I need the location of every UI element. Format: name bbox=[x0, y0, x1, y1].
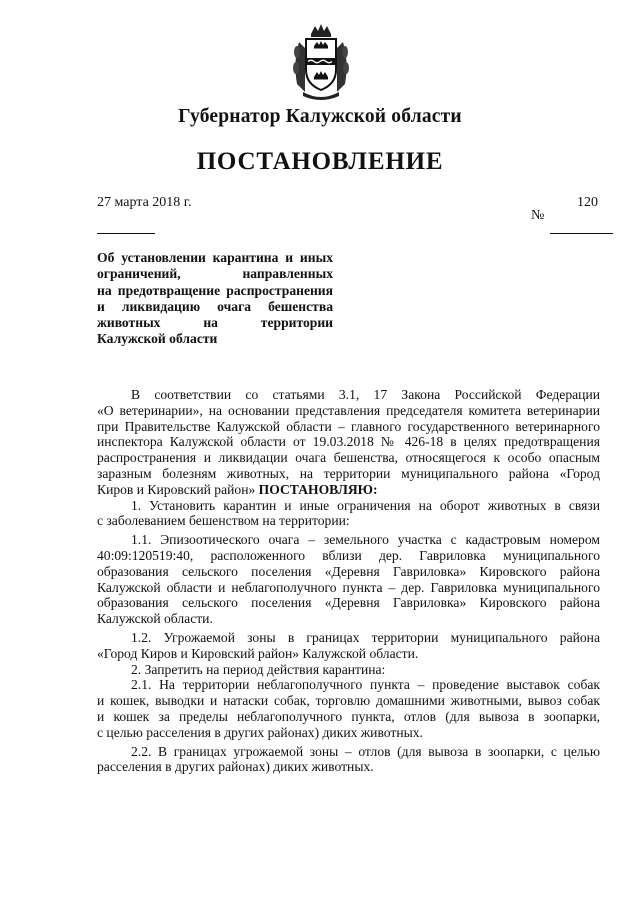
document-subject bbox=[97, 250, 333, 348]
paragraph-2-2-line: расселения в других районах) диких животных. bbox=[97, 759, 374, 775]
paragraph-1-2-line: 1.2. Угрожаемой зоны в границах территории муниципального района bbox=[131, 629, 600, 645]
intro-line: заразным болезням животных, на территории муниципального района «Город bbox=[97, 465, 600, 481]
intro-line: «О ветеринарии», на основании представления председателя комитета ветеринарии bbox=[97, 402, 600, 418]
number-sign: № bbox=[531, 208, 545, 223]
document-type-title: ПОСТАНОВЛЕНИЕ bbox=[196, 148, 444, 175]
paragraph-1-line: 1. Установить карантин и иные ограничения на оборот животных в связи bbox=[131, 497, 600, 513]
subject-line: животных на территории bbox=[97, 315, 333, 331]
paragraph-2-1-line: и кошек за пределы неблагополучного пункта, отлов (для вывоза в зоопарки, bbox=[97, 708, 600, 724]
number-underline bbox=[550, 233, 613, 234]
paragraph-1-1-line: 1.1. Эпизоотического очага – земельного участка с кадастровым номером bbox=[131, 532, 600, 548]
subject-line: Калужской области bbox=[97, 331, 218, 347]
paragraph-1-line: с заболеванием бешенством на территории: bbox=[97, 513, 350, 529]
paragraph-2-1-line: с целью расселения в других районах) диких животных. bbox=[97, 724, 423, 740]
issuing-authority: Губернатор Калужской области bbox=[178, 106, 462, 127]
subject-line: на предотвращение распространения bbox=[97, 282, 333, 298]
subject-line: ограничений, направленных bbox=[97, 266, 333, 282]
paragraph-2-line: 2. Запретить на период действия карантина: bbox=[131, 661, 386, 677]
document-number: 120 bbox=[577, 195, 598, 210]
intro-line: распространения и ликвидации очага бешенства, относящегося к особо опасным bbox=[97, 450, 600, 466]
date-underline bbox=[97, 233, 155, 234]
subject-line: Об установлении карантина и иных bbox=[97, 250, 333, 265]
intro-text: Киров и Кировский район» bbox=[97, 481, 259, 497]
intro-line bbox=[97, 482, 600, 498]
document-body bbox=[97, 387, 600, 775]
paragraph-2-2-line: 2.2. В границах угрожаемой зоны – отлов (для вывоза в зоопарки, с целью bbox=[131, 743, 600, 759]
intro-line: инспектора Калужской области от 19.03.2018 № 426-18 в целях предотвращения bbox=[97, 434, 600, 450]
decree-keyword: ПОСТАНОВЛЯЮ: bbox=[258, 481, 378, 497]
paragraph-1-2-line: «Город Киров и Кировский район» Калужской области. bbox=[97, 645, 419, 661]
paragraph-1-1-line: 40:09:120519:40, расположенного вблизи дер. Гавриловка муниципального bbox=[97, 547, 600, 563]
paragraph-2-1-line: 2.1. На территории неблагополучного пункта – проведение выставок собак bbox=[131, 677, 600, 693]
paragraph-2-1-line: и кошек, выводки и натаски собак, торговлю домашними животными, вывоз собак bbox=[97, 693, 600, 709]
paragraph-1-1-line: образования сельского поселения «Деревня Гавриловка» Кировского района bbox=[97, 595, 600, 611]
paragraph-1-1-line: образования сельского поселения «Деревня Гавриловка» Кировского района bbox=[97, 563, 600, 579]
paragraph-1-1-line: Калужской области. bbox=[97, 611, 213, 627]
coat-of-arms-emblem-icon bbox=[285, 22, 357, 100]
intro-line: В соответствии со статьями 3.1, 17 Закона Российской Федерации bbox=[131, 387, 600, 402]
subject-line: и ликвидацию очага бешенства bbox=[97, 298, 333, 314]
document-date: 27 марта 2018 г. bbox=[97, 195, 192, 210]
paragraph-1-1-line: Калужской области и неблагополучного пункта – дер. Гавриловка муниципального bbox=[97, 579, 600, 595]
intro-line: при Правительстве Калужской области – главного государственного ветеринарного bbox=[97, 418, 600, 434]
